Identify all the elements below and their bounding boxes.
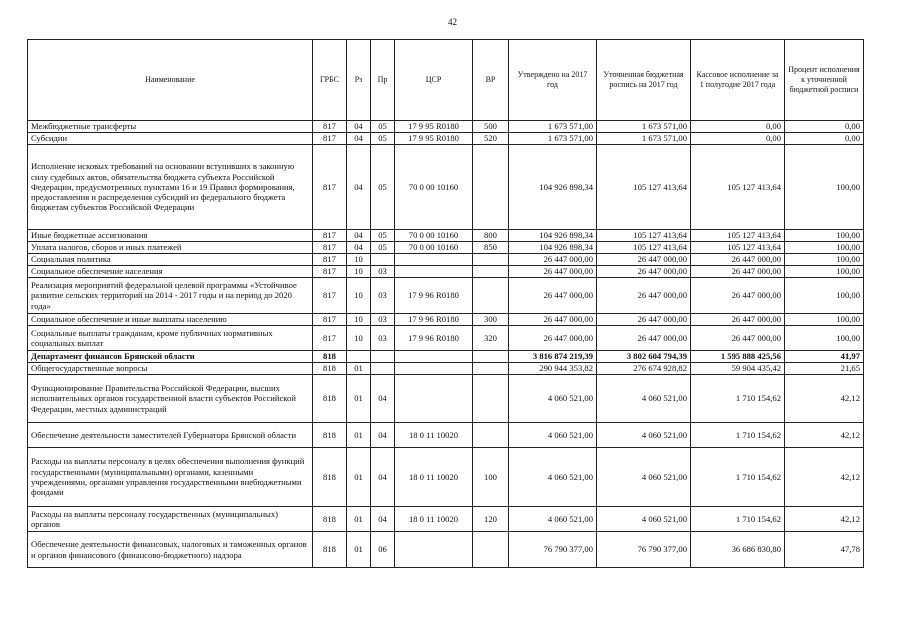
cell-percent: 0,00 — [785, 121, 864, 133]
cell-approved: 104 926 898,34 — [509, 145, 597, 230]
cell-approved: 26 447 000,00 — [509, 326, 597, 351]
cell-pr — [371, 351, 395, 363]
cell-pr: 04 — [371, 423, 395, 448]
table-row — [28, 266, 864, 278]
header-pr: Пр — [371, 40, 395, 121]
cell-percent: 100,00 — [785, 326, 864, 351]
cell-percent: 42,12 — [785, 375, 864, 423]
cell-refined: 26 447 000,00 — [597, 278, 691, 314]
cell-grbs: 818 — [313, 363, 347, 375]
cell-percent: 0,00 — [785, 133, 864, 145]
cell-refined: 276 674 928,82 — [597, 363, 691, 375]
cell-refined: 105 127 413,64 — [597, 230, 691, 242]
cell-pr: 06 — [371, 532, 395, 568]
cell-approved: 26 447 000,00 — [509, 314, 597, 326]
cell-cash: 0,00 — [691, 133, 785, 145]
cell-vr — [473, 145, 509, 230]
cell-name: Обеспечение деятельности финансовых, налоговых и таможенных органов и органов финансового (финансово-бюджетного) надзора — [28, 532, 313, 568]
cell-cash: 1 710 154,62 — [691, 448, 785, 507]
table-row — [28, 121, 864, 133]
cell-name: Реализация мероприятий федеральной целевой программы «Устойчивое развитие сельских территорий на 2014 - 2017 годы и на период до 2020 года» — [28, 278, 313, 314]
cell-refined: 3 802 604 794,39 — [597, 351, 691, 363]
cell-name: Иные бюджетные ассигнования — [28, 230, 313, 242]
header-name: Наименование — [28, 40, 313, 121]
cell-grbs: 817 — [313, 145, 347, 230]
cell-percent: 21,65 — [785, 363, 864, 375]
cell-grbs: 817 — [313, 133, 347, 145]
cell-cash: 1 710 154,62 — [691, 507, 785, 532]
cell-grbs: 817 — [313, 278, 347, 314]
cell-vr — [473, 363, 509, 375]
cell-rz: 10 — [347, 314, 371, 326]
table-row — [28, 230, 864, 242]
table-row — [28, 133, 864, 145]
cell-grbs: 817 — [313, 254, 347, 266]
cell-name: Департамент финансов Брянской области — [28, 351, 313, 363]
cell-pr: 05 — [371, 145, 395, 230]
cell-csr — [395, 363, 473, 375]
cell-vr: 500 — [473, 121, 509, 133]
cell-pr: 03 — [371, 326, 395, 351]
table-row — [28, 375, 864, 423]
cell-refined: 4 060 521,00 — [597, 375, 691, 423]
cell-grbs: 818 — [313, 507, 347, 532]
cell-percent: 100,00 — [785, 145, 864, 230]
cell-cash: 1 710 154,62 — [691, 423, 785, 448]
cell-name: Функционирование Правительства Российской Федерации, высших исполнительных органов государственной власти субъектов Российской Федерации, местных администраций — [28, 375, 313, 423]
cell-pr — [371, 363, 395, 375]
cell-rz: 04 — [347, 121, 371, 133]
cell-refined: 105 127 413,64 — [597, 145, 691, 230]
cell-rz — [347, 351, 371, 363]
cell-grbs: 817 — [313, 242, 347, 254]
table-row — [28, 254, 864, 266]
cell-name: Социальное обеспечение и иные выплаты населению — [28, 314, 313, 326]
header-refined: Уточненная бюджетная роспись на 2017 год — [597, 40, 691, 121]
cell-rz: 01 — [347, 507, 371, 532]
cell-percent: 42,12 — [785, 423, 864, 448]
cell-approved: 4 060 521,00 — [509, 448, 597, 507]
cell-vr — [473, 375, 509, 423]
cell-rz: 04 — [347, 242, 371, 254]
cell-vr: 300 — [473, 314, 509, 326]
cell-grbs: 817 — [313, 121, 347, 133]
table-row — [28, 363, 864, 375]
cell-name: Расходы на выплаты персоналу в целях обеспечения выполнения функций государственными (муниципальными) органами, казенными учреждениями, органами управления государственными внебюджетными фондами — [28, 448, 313, 507]
budget-table — [27, 39, 864, 568]
header-percent: Процент исполнения к уточненной бюджетной росписи — [785, 40, 864, 121]
cell-vr — [473, 532, 509, 568]
cell-csr: 18 0 11 10020 — [395, 507, 473, 532]
cell-refined: 4 060 521,00 — [597, 448, 691, 507]
cell-percent: 42,12 — [785, 507, 864, 532]
cell-cash: 1 595 888 425,56 — [691, 351, 785, 363]
cell-cash: 105 127 413,64 — [691, 145, 785, 230]
cell-approved: 26 447 000,00 — [509, 266, 597, 278]
cell-vr: 320 — [473, 326, 509, 351]
table-row — [28, 507, 864, 532]
cell-rz: 04 — [347, 133, 371, 145]
cell-name: Субсидии — [28, 133, 313, 145]
cell-name: Социальные выплаты гражданам, кроме публичных нормативных социальных выплат — [28, 326, 313, 351]
cell-vr — [473, 266, 509, 278]
cell-grbs: 818 — [313, 423, 347, 448]
cell-grbs: 817 — [313, 266, 347, 278]
cell-vr — [473, 278, 509, 314]
cell-percent: 100,00 — [785, 230, 864, 242]
table-row — [28, 278, 864, 314]
cell-name: Социальное обеспечение населения — [28, 266, 313, 278]
cell-csr — [395, 532, 473, 568]
table-row — [28, 242, 864, 254]
cell-rz: 01 — [347, 375, 371, 423]
table-header-row — [28, 40, 864, 121]
cell-approved: 26 447 000,00 — [509, 278, 597, 314]
cell-approved: 1 673 571,00 — [509, 121, 597, 133]
cell-cash: 26 447 000,00 — [691, 278, 785, 314]
cell-rz: 01 — [347, 423, 371, 448]
page-number: 42 — [448, 17, 457, 27]
cell-vr — [473, 423, 509, 448]
cell-percent: 100,00 — [785, 266, 864, 278]
cell-approved: 1 673 571,00 — [509, 133, 597, 145]
cell-csr: 70 0 00 10160 — [395, 145, 473, 230]
table-row — [28, 351, 864, 363]
cell-grbs: 818 — [313, 375, 347, 423]
cell-percent: 47,78 — [785, 532, 864, 568]
header-approved: Утверждено на 2017 год — [509, 40, 597, 121]
table-row — [28, 532, 864, 568]
cell-approved: 4 060 521,00 — [509, 375, 597, 423]
cell-csr — [395, 351, 473, 363]
cell-csr: 17 9 95 R0180 — [395, 121, 473, 133]
cell-pr: 04 — [371, 448, 395, 507]
cell-pr: 04 — [371, 375, 395, 423]
cell-rz: 04 — [347, 230, 371, 242]
cell-csr: 17 9 96 R0180 — [395, 278, 473, 314]
cell-rz: 10 — [347, 266, 371, 278]
cell-cash: 59 904 435,42 — [691, 363, 785, 375]
cell-percent: 41,97 — [785, 351, 864, 363]
cell-grbs: 818 — [313, 351, 347, 363]
cell-rz: 01 — [347, 363, 371, 375]
cell-pr: 03 — [371, 314, 395, 326]
table-row — [28, 326, 864, 351]
cell-cash: 105 127 413,64 — [691, 230, 785, 242]
cell-vr — [473, 254, 509, 266]
cell-approved: 4 060 521,00 — [509, 423, 597, 448]
cell-grbs: 817 — [313, 230, 347, 242]
cell-approved: 4 060 521,00 — [509, 507, 597, 532]
cell-csr: 17 9 96 R0180 — [395, 326, 473, 351]
cell-csr: 18 0 11 10020 — [395, 448, 473, 507]
cell-cash: 1 710 154,62 — [691, 375, 785, 423]
cell-pr: 05 — [371, 121, 395, 133]
cell-rz: 04 — [347, 145, 371, 230]
cell-csr — [395, 266, 473, 278]
cell-vr: 800 — [473, 230, 509, 242]
cell-refined: 1 673 571,00 — [597, 121, 691, 133]
cell-grbs: 818 — [313, 532, 347, 568]
cell-rz: 01 — [347, 448, 371, 507]
cell-grbs: 817 — [313, 314, 347, 326]
cell-cash: 36 686 830,80 — [691, 532, 785, 568]
cell-csr: 70 0 00 10160 — [395, 242, 473, 254]
cell-refined: 4 060 521,00 — [597, 507, 691, 532]
cell-pr: 05 — [371, 230, 395, 242]
cell-grbs: 818 — [313, 448, 347, 507]
cell-grbs: 817 — [313, 326, 347, 351]
header-cash: Кассовое исполнение за 1 полугодие 2017 года — [691, 40, 785, 121]
table-row — [28, 448, 864, 507]
cell-percent: 100,00 — [785, 254, 864, 266]
cell-percent: 100,00 — [785, 314, 864, 326]
cell-name: Исполнение исковых требований на основании вступивших в законную силу судебных актов, обязательства бюджета субъекта Российской Федерации, предусмотренных пунктами 16 и 19 Правил формирования, предоставления и распределения субсидий из федерального бюджета бюджетам субъектов Российской Федерации — [28, 145, 313, 230]
cell-csr — [395, 254, 473, 266]
cell-name: Межбюджетные трансферты — [28, 121, 313, 133]
cell-cash: 0,00 — [691, 121, 785, 133]
cell-approved: 3 816 874 219,39 — [509, 351, 597, 363]
cell-vr — [473, 351, 509, 363]
cell-refined: 26 447 000,00 — [597, 254, 691, 266]
cell-cash: 26 447 000,00 — [691, 254, 785, 266]
cell-percent: 42,12 — [785, 448, 864, 507]
cell-approved: 76 790 377,00 — [509, 532, 597, 568]
cell-vr: 850 — [473, 242, 509, 254]
cell-rz: 01 — [347, 532, 371, 568]
cell-cash: 26 447 000,00 — [691, 314, 785, 326]
cell-csr: 17 9 96 R0180 — [395, 314, 473, 326]
cell-name: Уплата налогов, сборов и иных платежей — [28, 242, 313, 254]
cell-name: Общегосударственные вопросы — [28, 363, 313, 375]
header-vr: ВР — [473, 40, 509, 121]
cell-refined: 26 447 000,00 — [597, 326, 691, 351]
header-rz: Рз — [347, 40, 371, 121]
cell-approved: 26 447 000,00 — [509, 254, 597, 266]
cell-pr: 05 — [371, 242, 395, 254]
cell-cash: 26 447 000,00 — [691, 266, 785, 278]
cell-approved: 104 926 898,34 — [509, 230, 597, 242]
cell-rz: 10 — [347, 254, 371, 266]
header-csr: ЦСР — [395, 40, 473, 121]
table-row — [28, 423, 864, 448]
cell-rz: 10 — [347, 326, 371, 351]
cell-csr: 18 0 11 10020 — [395, 423, 473, 448]
cell-name: Социальная политика — [28, 254, 313, 266]
table-row — [28, 145, 864, 230]
table-row — [28, 314, 864, 326]
cell-pr: 05 — [371, 133, 395, 145]
cell-csr: 70 0 00 10160 — [395, 230, 473, 242]
cell-percent: 100,00 — [785, 278, 864, 314]
cell-cash: 105 127 413,64 — [691, 242, 785, 254]
cell-pr: 04 — [371, 507, 395, 532]
cell-vr: 120 — [473, 507, 509, 532]
cell-refined: 4 060 521,00 — [597, 423, 691, 448]
cell-refined: 76 790 377,00 — [597, 532, 691, 568]
cell-percent: 100,00 — [785, 242, 864, 254]
cell-approved: 290 944 353,82 — [509, 363, 597, 375]
cell-vr: 100 — [473, 448, 509, 507]
cell-csr — [395, 375, 473, 423]
cell-rz: 10 — [347, 278, 371, 314]
cell-pr: 03 — [371, 266, 395, 278]
cell-refined: 26 447 000,00 — [597, 314, 691, 326]
cell-csr: 17 9 95 R0180 — [395, 133, 473, 145]
cell-pr: 03 — [371, 278, 395, 314]
cell-cash: 26 447 000,00 — [691, 326, 785, 351]
cell-refined: 105 127 413,64 — [597, 242, 691, 254]
header-grbs: ГРБС — [313, 40, 347, 121]
cell-refined: 1 673 571,00 — [597, 133, 691, 145]
cell-name: Расходы на выплаты персоналу государственных (муниципальных) органов — [28, 507, 313, 532]
cell-approved: 104 926 898,34 — [509, 242, 597, 254]
cell-name: Обеспечение деятельности заместителей Губернатора Брянской области — [28, 423, 313, 448]
cell-vr: 520 — [473, 133, 509, 145]
cell-pr — [371, 254, 395, 266]
cell-refined: 26 447 000,00 — [597, 266, 691, 278]
